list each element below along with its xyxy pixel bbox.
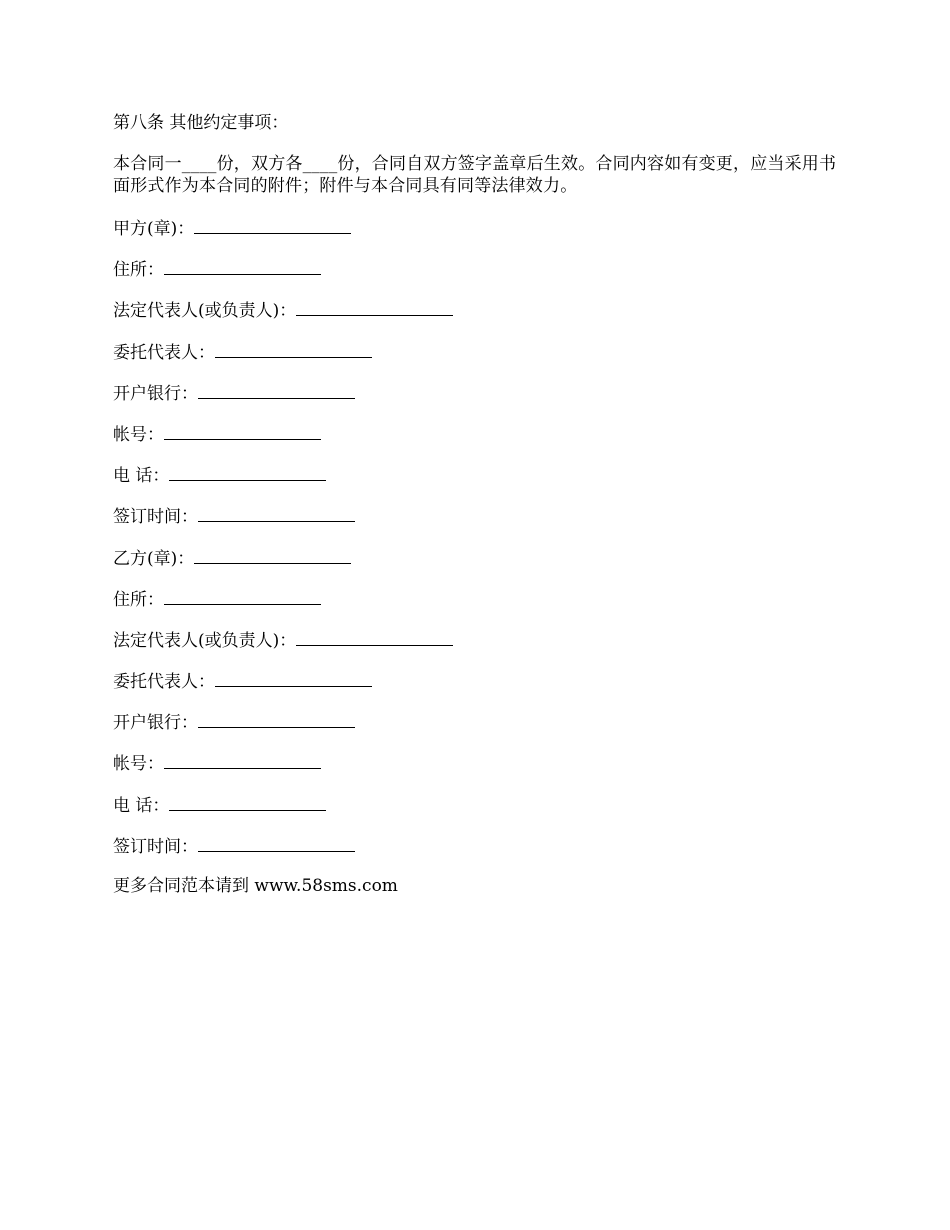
- party-b-address-label: 住所：: [113, 589, 164, 610]
- party-b-legal-rep-blank: [296, 628, 453, 646]
- party-b-agent-row: [113, 669, 843, 691]
- party-a-sign-time-label: 签订时间：: [113, 507, 198, 528]
- party-b-bank-blank: [198, 710, 355, 728]
- party-b-seal-row: [113, 546, 843, 568]
- party-b-address-row: [113, 587, 843, 609]
- party-a-address-row: [113, 257, 843, 279]
- party-b-phone-row: [113, 793, 843, 815]
- party-a-account-label: 帐号：: [113, 424, 164, 445]
- party-b-account-label: 帐号：: [113, 754, 164, 775]
- party-a-phone-label: 电 话：: [113, 466, 170, 487]
- party-b-bank-label: 开户银行：: [113, 713, 198, 734]
- section-title: 第八条 其他约定事项：: [113, 113, 289, 133]
- party-a-phone-blank: [169, 463, 326, 481]
- party-b-phone-blank: [169, 793, 326, 811]
- party-a-legal-rep-blank: [296, 298, 453, 316]
- document-page: [113, 112, 843, 897]
- clause-paragraph: 本合同一____份，双方各____份，合同自双方签字盖章后生效。合同内容如有变更，应当采用书面形式作为本合同的附件；附件与本合同具有同等法律效力。: [113, 154, 837, 196]
- party-b-legal-rep-row: [113, 628, 843, 650]
- party-b-seal-blank: [194, 546, 351, 564]
- party-b-sign-time-blank: [198, 834, 355, 852]
- party-b-account-blank: [164, 751, 321, 769]
- party-b-agent-blank: [215, 669, 372, 687]
- party-b-phone-label: 电 话：: [113, 795, 170, 816]
- party-a-agent-row: [113, 340, 843, 362]
- party-b-address-blank: [164, 587, 321, 605]
- party-a-seal-row: [113, 216, 843, 238]
- party-a-agent-label: 委托代表人：: [113, 342, 215, 363]
- party-b-account-row: [113, 751, 843, 773]
- party-b-seal-label: 乙方(章)：: [113, 548, 195, 569]
- party-b-agent-label: 委托代表人：: [113, 672, 215, 693]
- footer-link-text: 更多合同范本请到 www.58sms.com: [113, 876, 398, 896]
- party-a-agent-blank: [215, 340, 372, 358]
- party-a-bank-blank: [198, 381, 355, 399]
- party-a-legal-rep-label: 法定代表人(或负责人)：: [113, 301, 297, 322]
- party-a-bank-label: 开户银行：: [113, 383, 198, 404]
- party-b-sign-time-row: [113, 834, 843, 856]
- party-b-sign-time-label: 签订时间：: [113, 836, 198, 857]
- party-a-phone-row: [113, 463, 843, 485]
- party-a-address-label: 住所：: [113, 260, 164, 281]
- party-a-legal-rep-row: [113, 298, 843, 320]
- party-a-address-blank: [164, 257, 321, 275]
- party-a-account-blank: [164, 422, 321, 440]
- party-b-legal-rep-label: 法定代表人(或负责人)：: [113, 630, 297, 651]
- party-a-account-row: [113, 422, 843, 444]
- party-a-bank-row: [113, 381, 843, 403]
- party-a-seal-label: 甲方(章)：: [113, 219, 195, 239]
- party-a-sign-time-blank: [198, 504, 355, 522]
- party-a-seal-blank: [194, 216, 351, 234]
- party-a-sign-time-row: [113, 504, 843, 526]
- party-b-bank-row: [113, 710, 843, 732]
